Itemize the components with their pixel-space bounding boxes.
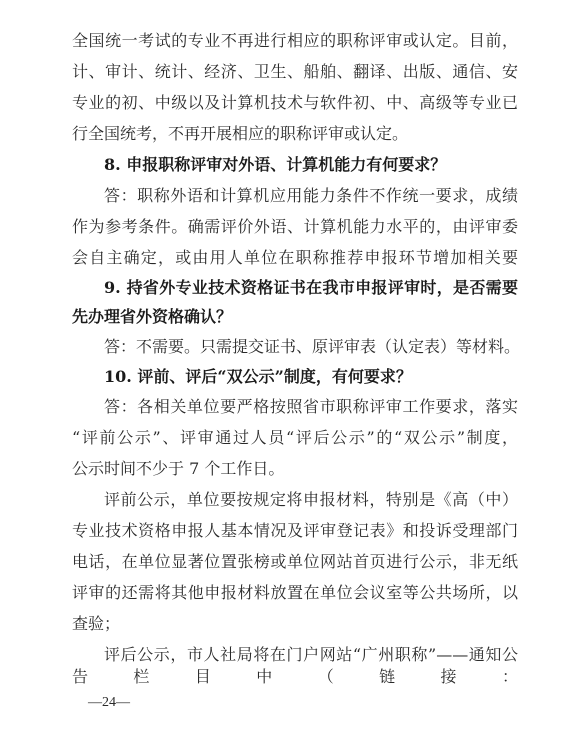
question-8-heading: 8. 申报职称评审对外语、计算机能力有何要求？: [104, 155, 447, 174]
spaced-char: 中: [256, 667, 273, 686]
spaced-char: 链: [379, 667, 396, 686]
answer-8-line-1: 答：职称外语和计算机应用能力条件不作统一要求，成绩: [104, 186, 518, 205]
paragraph-line-4: 行全国统考，不再开展相应的职称评审或认定。: [72, 124, 409, 143]
paragraph-line-2: 计、审计、统计、经济、卫生、船舶、翻译、出版、通信、安: [72, 62, 518, 81]
spaced-char: 告: [72, 667, 89, 686]
pre-review-line-2: 专业技术资格申报人基本情况及评审登记表》和投诉受理部门: [72, 521, 518, 540]
spaced-char: （: [317, 667, 334, 686]
pre-review-line-4: 评审的还需将其他申报材料放置在单位会议室等公共场所，以: [72, 583, 518, 602]
spaced-char: 目: [194, 667, 211, 686]
answer-10-line-2: “评前公示”、评审通过人员“评后公示”的“双公示”制度，: [72, 428, 518, 447]
answer-10-line-3: 公示时间不少于 7 个工作日。: [72, 459, 285, 478]
answer-10-line-1: 答：各相关单位要严格按照省市职称评审工作要求，落实: [104, 397, 518, 416]
question-9-heading-line-2: 先办理省外资格确认？: [72, 307, 233, 326]
paragraph-line-1: 全国统一考试的专业不再进行相应的职称评审或认定。目前，: [72, 31, 518, 50]
question-10-heading: 10. 评前、评后“双公示”制度，有何要求？: [104, 367, 412, 386]
spaced-char: 接: [440, 667, 457, 686]
paragraph-line-3: 专业的初、中级以及计算机技术与软件初、中、高级等专业已: [72, 93, 518, 112]
post-review-line-1: 评后公示，市人社局将在门户网站“广州职称”——通知公: [104, 645, 518, 664]
post-review-line-2: [72, 666, 518, 688]
question-9-heading-line-1: 9. 持省外专业技术资格证书在我市申报评审时，是否需要: [104, 278, 518, 297]
pre-review-line-1: 评前公示，单位要按规定将申报材料，特别是《高（中）: [104, 490, 518, 509]
answer-8-line-3: 会自主确定，或由用人单位在职称推荐申报环节增加相关要: [72, 248, 518, 267]
answer-9: 答：不需要。只需提交证书、原评审表（认定表）等材料。: [104, 337, 521, 356]
pre-review-line-5: 查验；: [72, 614, 121, 633]
answer-8-line-2: 作为参考条件。确需评价外语、计算机能力水平的，由评审委: [72, 217, 518, 236]
page-number: —24—: [88, 695, 130, 710]
spaced-char: 栏: [133, 667, 150, 686]
pre-review-line-3: 电话，在单位显著位置张榜或单位网站首页进行公示，非无纸: [72, 552, 518, 571]
spaced-char: ：: [501, 667, 518, 686]
